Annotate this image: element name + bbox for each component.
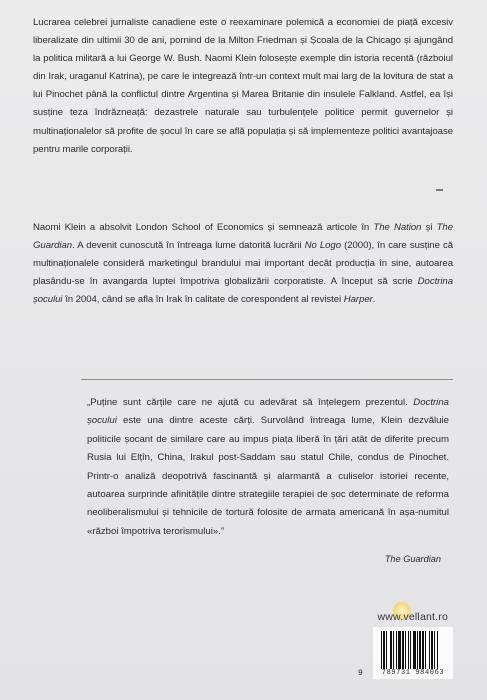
review-quote [87,394,449,541]
italic-title: No Logo [304,240,341,252]
quote-text: este una dintre aceste cărți. Survolând întreaga lume, Klein dezvăluie politicile șocant de similare care au impus piața liberă în țări atât de diferite precum Rusia lui Elțîn, China, Irakul post-Saddam sau statul Chile, condus de Pinochet. Printr-o analiză deopotrivă fascinantă și alarmantă a culiselor istoriei recente, autoarea surprinde afinitățile dintre strategiile terapiei de șoc determinate de reforma neoliberalismului și tehnicile de tortură folosite de armata americană în așa-numitul «război împotriva terorismului».” [87,415,449,537]
barcode-bar [438,631,439,669]
text-span: Naomi Klein a absolvit London School of Economics și semnează articole în [33,222,374,233]
website-part: lant.ro [417,611,448,623]
text-span: în 2004, când se afla în Irak în calitate de corespondent al revistei [62,294,344,306]
text-span: (2000), în care susține că multinaționalele consideră marketingul brandului mai important decât producția în sine, autoarea plasându-se în avangarda luptei împotriva globalizării corporatiste. A început să scrie [33,240,454,288]
italic-title: The Nation [373,222,422,233]
italic-title: Harper [343,294,373,306]
barcode-bars [381,631,445,669]
quote-divider [81,379,453,380]
quote-text: „Puține sunt cărțile care ne ajută cu adevărat să înțelegem prezentul. [87,397,414,408]
website-part: www.vel [377,611,418,623]
italic-title: Doctrina șocului [33,276,453,306]
quote-italic-title: Doctrina șocului [87,397,449,427]
dash-mark [436,189,443,191]
isbn-barcode [373,627,453,679]
publisher-website [377,611,448,623]
text-span: . [372,294,376,306]
quote-source: The Guardian [384,554,441,564]
description-paragraph-1: Lucrarea celebrei jurnaliste canadiene este o reexaminare polemică a economiei de piață excesiv liberalizate din ultimii 30 de ani, pornind de la Milton Friedman și Școala de la Chicago și ajungând la politica militară a lui George W. Bush. Naomi Klein folosește exemple din istoria recentă (războiul din Irak, uraganul Katrina), pe care le integrează într-un context mult mai larg de la lovitura de stat a lui Pinochet până la conflictul dintre Argentina și Marea Britanie din insulele Falkland. Astfel, ea își susține teza îndrăzneață: dezastrele naturale sau turbulențele politice permit guvernelor și multinaționalelor să profite de șocul în care se află populația și să implementeze politici avantajoase pentru marile corporații. [33,17,453,155]
text-span: și [421,222,437,233]
barcode-digits: 789731 984063 [381,669,445,677]
description-paragraph-2 [33,219,453,309]
italic-title: The Guardian [33,222,453,252]
barcode-lead-digit: 9 [358,669,363,678]
text-span: . A devenit cunoscută în întreaga lume datorită lucrării [72,240,305,252]
